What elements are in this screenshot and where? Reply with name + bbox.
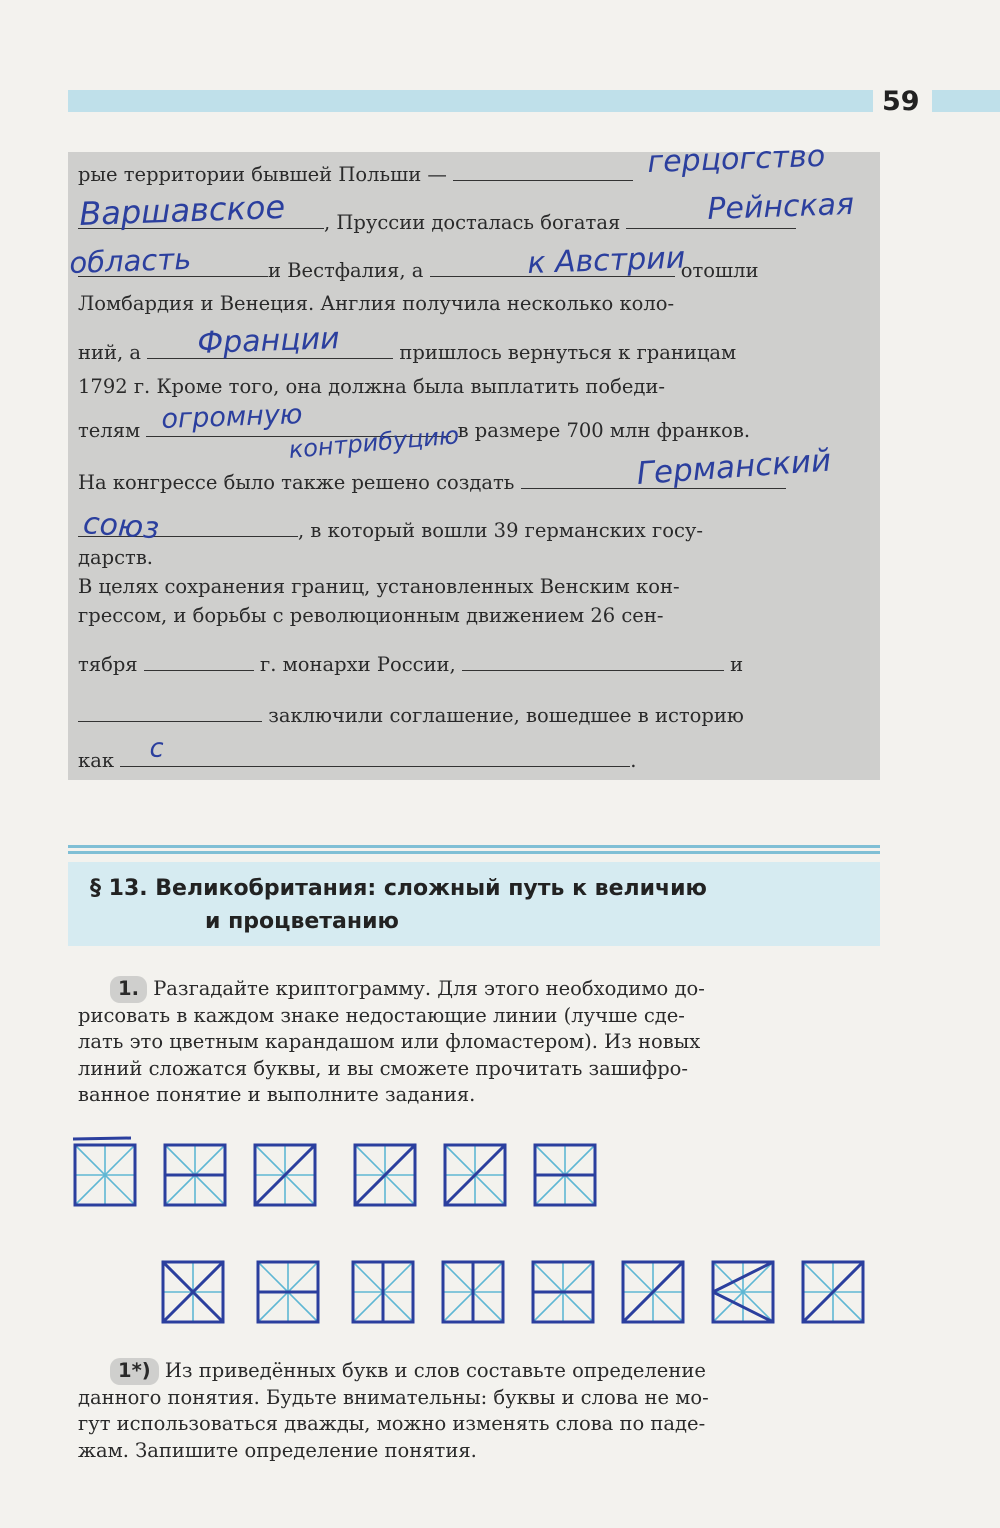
text-line-1: рые территории бывшей Польши — (78, 162, 878, 187)
cryptogram-sign (533, 1262, 593, 1322)
header-bar (68, 90, 873, 112)
text-line-7: телям в размере 700 млн франков. (78, 419, 751, 442)
cryptogram-sign (623, 1262, 683, 1322)
handwriting-answer: Германский (635, 442, 833, 492)
handwriting-answer: с (148, 733, 165, 764)
cryptogram-sign (258, 1262, 318, 1322)
handwriting-answer: Франции (196, 321, 341, 361)
cryptogram-sign (355, 1145, 415, 1205)
text-line-2: , Пруссии досталась богатая (78, 210, 878, 235)
task-1-star: 1*) Из приведённых букв и слов составьте определение данного понятия. Будьте внимательны: буквы и слова не мо- гут использоваться дважды, можно изменять слова по паде- жам. Запишите определение понятия. (78, 1359, 709, 1462)
handwriting-answer: область (68, 241, 192, 280)
cryptogram-row-1 (70, 1135, 610, 1215)
cryptogram-sign (803, 1262, 863, 1322)
page-number: 59 (882, 86, 920, 117)
text-line-11: В целях сохранения границ, установленных Венским кон- (78, 575, 680, 598)
text-line-12: грессом, и борьбы с революционным движением 26 сен- (78, 604, 664, 627)
task-1: 1. Разгадайте криптограмму. Для этого необходимо до- рисовать в каждом знаке недостающие линии (лучше сде- лать это цветным карандашом или фломастером). Из новых линий сложатся буквы, и вы сможете прочитать зашифро- ванное понятие и выполните задания. (78, 977, 705, 1106)
cryptogram-sign (163, 1262, 223, 1322)
section-rule (68, 845, 880, 848)
text-line-6: 1792 г. Кроме того, она должна была выплатить победи- (78, 375, 665, 398)
task-number: 1*) (110, 1358, 159, 1385)
handwriting-answer: контрибуцию (287, 421, 461, 464)
text-line-10: дарств. (78, 546, 154, 569)
text-line-5: ний, а пришлось вернуться к границам (78, 341, 737, 364)
text-line-3: и Вестфалия, а отошли (78, 258, 878, 283)
section-rule (68, 851, 880, 854)
cryptogram-sign (445, 1145, 505, 1205)
header-bar-right (932, 90, 1000, 112)
cryptogram-sign (255, 1145, 315, 1205)
task-number: 1. (110, 976, 147, 1003)
section-title: § 13. Великобритания: сложный путь к величию и процветанию (90, 876, 707, 934)
text-line-15: как . (78, 749, 637, 772)
handwriting-answer: герцогство (646, 138, 826, 180)
handwriting-answer: огромную (160, 399, 304, 435)
cryptogram-sign (165, 1145, 225, 1205)
cryptogram-sign (73, 1138, 135, 1205)
handwriting-answer: к Австрии (526, 240, 686, 281)
text-line-13: тября г. монархи России, и (78, 653, 744, 676)
text-line-9: , в который вошли 39 германских госу- (78, 518, 878, 543)
handwriting-answer: союз (82, 506, 161, 547)
handwriting-answer: Варшавское (78, 187, 286, 233)
handwriting-answer: Рейнская (706, 186, 855, 227)
cryptogram-sign (353, 1262, 413, 1322)
text-line-14: заключили соглашение, вошедшее в историю (78, 703, 878, 728)
cryptogram-sign (535, 1145, 595, 1205)
cryptogram-sign (713, 1262, 773, 1322)
text-line-8: На конгрессе было также решено создать (78, 470, 878, 495)
cryptogram-row-2 (158, 1252, 878, 1332)
text-line-4: Ломбардия и Венеция. Англия получила несколько коло- (78, 292, 675, 315)
cryptogram-sign (443, 1262, 503, 1322)
